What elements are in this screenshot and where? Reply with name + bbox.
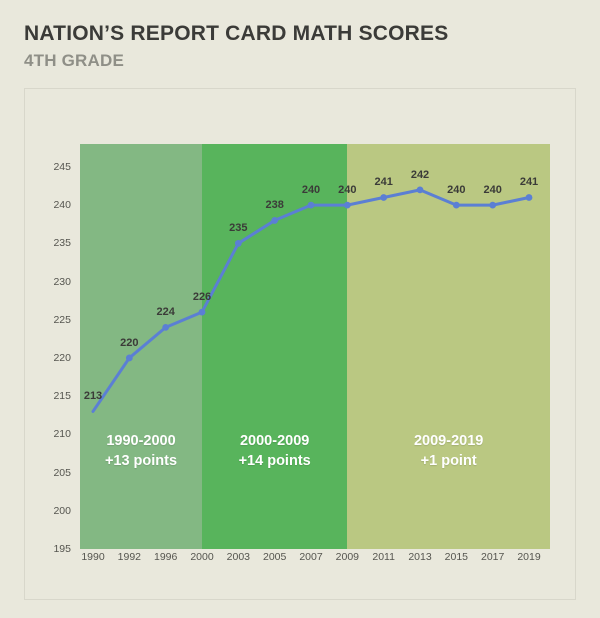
band-1990-2000-range: 1990-2000 <box>106 433 176 449</box>
plot-area <box>80 144 550 549</box>
data-point-marker <box>235 240 242 247</box>
x-axis-tick-label: 1990 <box>81 551 105 563</box>
data-point-marker <box>271 217 278 224</box>
x-axis-tick-label: 2000 <box>190 551 214 563</box>
y-axis-labels <box>25 144 77 555</box>
y-axis-tick-label: 205 <box>53 466 71 479</box>
data-point-label: 220 <box>120 336 139 349</box>
series-line <box>80 144 550 549</box>
data-point-marker <box>489 202 496 209</box>
data-point-marker <box>417 186 424 193</box>
x-axis-tick-label: 2017 <box>480 551 505 563</box>
x-axis-tick-label: 2019 <box>517 551 541 563</box>
x-axis-tick-label: 2005 <box>262 551 287 563</box>
x-axis-labels <box>80 551 550 575</box>
x-axis-tick-label: 2007 <box>299 551 323 563</box>
data-point-marker <box>199 309 206 316</box>
y-axis-tick-label: 230 <box>53 275 71 288</box>
x-axis-tick-label: 1992 <box>117 551 142 563</box>
data-point-label: 241 <box>519 176 539 189</box>
page-title: NATION’S REPORT CARD MATH SCORES <box>24 22 449 45</box>
data-point-marker <box>526 194 533 201</box>
y-axis-tick-label: 245 <box>53 160 71 173</box>
data-point-label: 242 <box>410 168 430 181</box>
x-axis-tick-label: 2003 <box>226 551 251 563</box>
band-2009-2019-range: 2009-2019 <box>413 433 484 449</box>
x-axis-tick-label: 2011 <box>372 551 395 563</box>
band-1990-2000-delta: +13 points <box>104 452 178 469</box>
data-point-marker <box>453 202 460 209</box>
data-point-label: 240 <box>338 184 357 197</box>
y-axis-tick-label: 240 <box>53 199 71 212</box>
data-point-label: 213 <box>83 390 103 403</box>
band-2000-2009-delta: +14 points <box>238 452 311 469</box>
series-path <box>93 190 529 412</box>
x-axis-tick-label: 1996 <box>153 551 178 563</box>
data-point-label: 238 <box>265 199 284 212</box>
band-2009-2019-delta: +1 point <box>420 452 477 469</box>
data-point-marker <box>344 202 351 209</box>
band-2000-2009-range: 2000-2009 <box>239 433 310 449</box>
data-point-label: 235 <box>229 222 248 235</box>
data-point-marker <box>308 202 315 209</box>
y-axis-tick-label: 200 <box>53 504 71 517</box>
data-point-marker <box>162 324 169 331</box>
chart-card <box>24 88 576 600</box>
data-point-label: 224 <box>156 306 175 319</box>
data-point-label: 240 <box>301 184 321 197</box>
data-point-label: 240 <box>483 184 502 197</box>
x-axis-tick-label: 2015 <box>444 551 469 563</box>
x-axis-tick-label: 2009 <box>335 551 360 563</box>
y-axis-tick-label: 225 <box>53 313 71 326</box>
y-axis-tick-label: 210 <box>53 428 71 441</box>
data-point-label: 241 <box>374 176 393 189</box>
data-point-marker <box>126 355 133 362</box>
page-subtitle: 4TH GRADE <box>24 51 125 70</box>
data-point-label: 226 <box>192 291 212 304</box>
y-axis-tick-label: 235 <box>53 237 71 250</box>
y-axis-tick-label: 220 <box>53 351 71 364</box>
x-axis-tick-label: 2013 <box>408 551 432 563</box>
y-axis-tick-label: 195 <box>53 543 71 555</box>
data-point-label: 240 <box>447 184 466 197</box>
data-point-marker <box>380 194 387 201</box>
y-axis-tick-label: 215 <box>53 390 71 403</box>
